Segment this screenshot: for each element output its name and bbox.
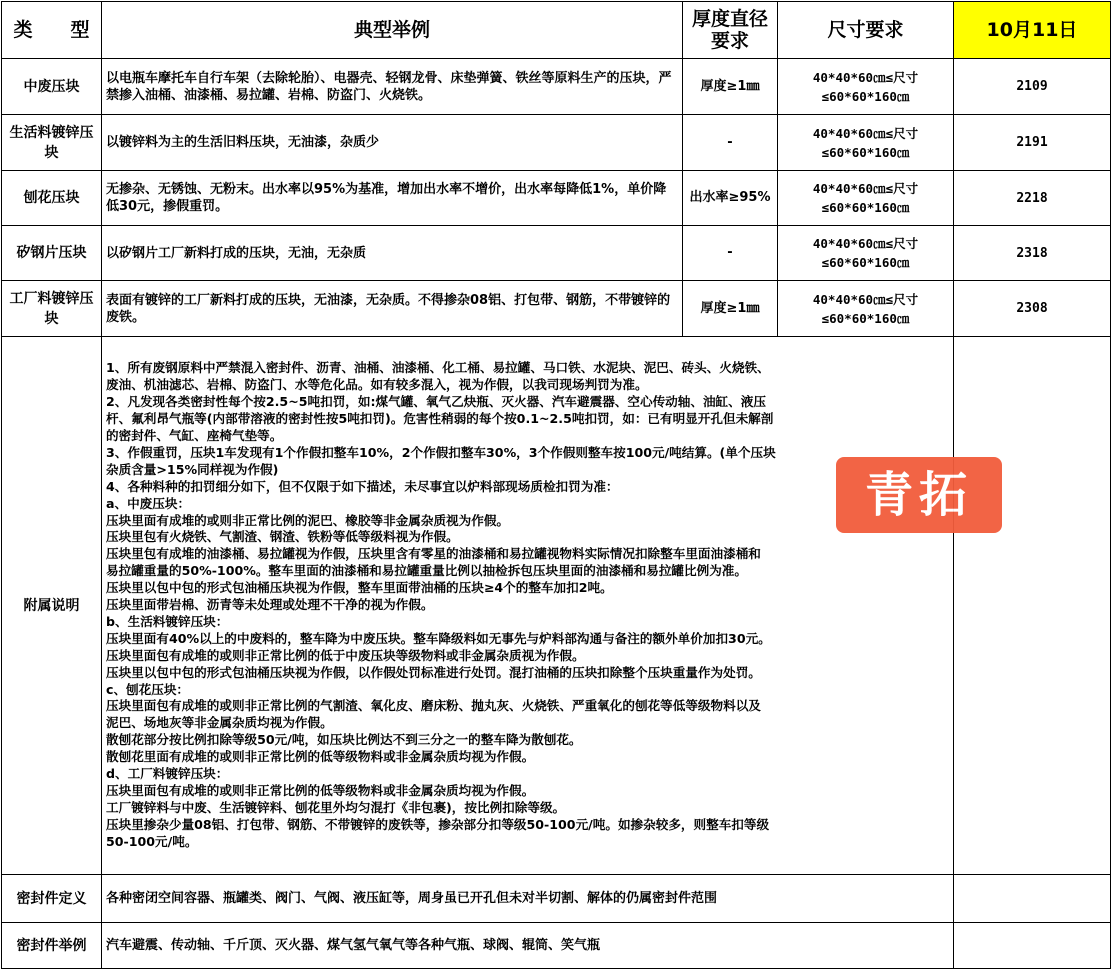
row-thickness: 厚度≥1㎜ (683, 281, 778, 337)
note-line: 杂质含量>15%同样视为作假) (106, 461, 279, 477)
header-size: 尺寸要求 (778, 2, 954, 59)
row-type: 生活料镀锌压块 (2, 115, 102, 171)
row-example: 以镀锌料为主的生活旧料压块，无油漆，杂质少 (102, 115, 683, 171)
note-line: 压块里掺杂少量08铝、打包带、钢筋、不带镀锌的废铁等，掺杂部分扣等级50-100元/吨。如掺杂较多，则整车扣等级 (106, 816, 770, 832)
row-size: 40*40*60㎝≤尺寸≤60*60*160㎝ (778, 115, 954, 171)
note-line: 压块里面包有成堆的或则非正常比例的低等级物料或非金属杂质均视为作假。 (106, 783, 535, 799)
note-line: b、生活料镀锌压块： (106, 613, 229, 629)
table-row (2, 171, 1111, 226)
seal-definition-type: 密封件定义 (2, 875, 102, 923)
note-line: a、中废压块： (106, 495, 191, 511)
table-row (2, 59, 1111, 115)
row-price: 2191 (954, 115, 1111, 171)
note-line: 杆、氟利昂气瓶等(内部带溶液的密封性按5吨扣罚)。危害性稍弱的每个按0.1~2.5吨扣罚，如：已有明显开孔但未解剖 (106, 411, 774, 427)
row-type: 刨花压块 (2, 171, 102, 226)
notes-content (102, 337, 954, 875)
note-line: 压块里以包中包的形式包油桶压块视为作假，以作假处罚标准进行处罚。混打油桶的压块扣除整个压块重量作为处罚。 (106, 664, 761, 680)
notes-price-empty (954, 337, 1111, 875)
row-example: 以电瓶车摩托车自行车架（去除轮胎）、电器壳、轻钢龙骨、床垫弹簧、铁丝等原料生产的压块，严禁掺入油桶、油漆桶、易拉罐、岩棉、防盗门、火烧铁。 (102, 59, 683, 115)
note-line: 压块里包有成堆的油漆桶、易拉罐视为作假，压块里含有零星的油漆桶和易拉罐视物料实际情况扣除整车里面油漆桶和 (106, 546, 761, 562)
notes-type: 附属说明 (2, 337, 102, 875)
row-thickness: - (683, 226, 778, 281)
seal-definition-text: 各种密闭空间容器、瓶罐类、阀门、气阀、液压缸等，周身虽已开孔但未对半切割、解体的仍属密封件范围 (102, 875, 954, 923)
note-line: 1、所有废钢原料中严禁混入密封件、沥青、油桶、油漆桶、化工桶、易拉罐、马口铁、水泥块、泥巴、砖头、火烧铁、 (106, 360, 770, 376)
row-example: 以矽钢片工厂新料打成的压块，无油，无杂质 (102, 226, 683, 281)
row-size: 40*40*60㎝≤尺寸≤60*60*160㎝ (778, 281, 954, 337)
header-thickness: 厚度直径要求 (683, 2, 778, 59)
row-thickness: - (683, 115, 778, 171)
row-price: 2318 (954, 226, 1111, 281)
table-row (2, 226, 1111, 281)
note-line: 的密封件、气缸、座椅气垫等。 (106, 427, 283, 443)
row-type: 中废压块 (2, 59, 102, 115)
notes-row (2, 337, 1111, 875)
row-example: 无掺杂、无锈蚀、无粉末。出水率以95%为基准，增加出水率不增价，出水率每降低1%，单价降低30元，掺假重罚。 (102, 171, 683, 226)
note-line: 泥巴、场地灰等非金属杂质均视为作假。 (106, 715, 333, 731)
row-size: 40*40*60㎝≤尺寸≤60*60*160㎝ (778, 171, 954, 226)
note-line: 压块里面有40%以上的中废料的，整车降为中废压块。整车降级料如无事先与炉料部沟通与备注的额外单价加扣30元。 (106, 630, 771, 646)
header-type: 类 型 (2, 2, 102, 59)
note-line: 压块里面包有成堆的或则非正常比例的低于中废压块等级物料或非金属杂质视为作假。 (106, 647, 585, 663)
row-price: 2308 (954, 281, 1111, 337)
note-line: 3、作假重罚，压块1车发现有1个作假扣整车10%，2个作假扣整车30%，3个作假则整车按100元/吨结算。(单个压块 (106, 444, 776, 460)
row-example: 表面有镀锌的工厂新料打成的压块，无油漆，无杂质。不得掺杂08铝、打包带、钢筋，不带镀锌的废铁。 (102, 281, 683, 337)
seal-definition-empty (954, 875, 1111, 923)
note-line: 易拉罐重量的50%-100%。整车里面的油漆桶和易拉罐重量比例以抽检拆包压块里面的油漆桶和易拉罐比例为准。 (106, 563, 747, 579)
row-thickness: 厚度≥1㎜ (683, 59, 778, 115)
note-line: d、工厂料镀锌压块： (106, 766, 229, 782)
row-price: 2109 (954, 59, 1111, 115)
note-line: 4、各种料种的扣罚细分如下，但不仅限于如下描述，未尽事宜以炉料部现场质检扣罚为准： (106, 478, 619, 494)
seal-examples-text: 汽车避震、传动轴、千斤顶、灭火器、煤气氢气氧气等各种气瓶、球阀、辊筒、笑气瓶 (102, 923, 954, 969)
seal-examples-row (2, 923, 1111, 969)
row-size: 40*40*60㎝≤尺寸≤60*60*160㎝ (778, 226, 954, 281)
note-line: 废油、机油滤芯、岩棉、防盗门、水等危化品。如有较多混入，视为作假，以我司现场判罚为准。 (106, 377, 648, 393)
note-line: 50-100元/吨。 (106, 833, 198, 849)
note-line: 压块里面包有成堆的或则非正常比例的气割渣、氧化皮、磨床粉、抛丸灰、火烧铁、严重氧化的刨花等低等级物料以及 (106, 698, 761, 714)
row-thickness: 出水率≥95% (683, 171, 778, 226)
table-row (2, 281, 1111, 337)
table-row (2, 115, 1111, 171)
seal-examples-empty (954, 923, 1111, 969)
header-row (2, 2, 1111, 59)
note-line: 压块里以包中包的形式包油桶压块视为作假，整车里面带油桶的压块≥4个的整车加扣2吨。 (106, 580, 613, 596)
note-line: 压块里面带岩棉、沥青等未处理或处理不干净的视为作假。 (106, 597, 434, 613)
row-size: 40*40*60㎝≤尺寸≤60*60*160㎝ (778, 59, 954, 115)
row-type: 工厂料镀锌压块 (2, 281, 102, 337)
note-line: 工厂镀锌料与中废、生活镀锌料、刨花里外均匀混打《非包裹)，按比例扣除等级。 (106, 799, 566, 815)
note-line: 压块里包有火烧铁、气割渣、钢渣、铁粉等低等级料视为作假。 (106, 529, 459, 545)
seal-definition-row (2, 875, 1111, 923)
note-line: c、刨花压块： (106, 681, 190, 697)
row-type: 矽钢片压块 (2, 226, 102, 281)
header-date: 10月11日 (954, 2, 1111, 59)
note-line: 2、凡发现各类密封性每个按2.5~5吨扣罚，如:煤气罐、氧气乙炔瓶、灭火器、汽车避震器、空心传动轴、油缸、液压 (106, 394, 766, 410)
seal-examples-type: 密封件举例 (2, 923, 102, 969)
watermark-logo: 青拓 (836, 457, 1002, 533)
note-line: 散刨花里面有成堆的或则非正常比例的低等级物料或非金属杂质均视为作假。 (106, 749, 535, 765)
row-price: 2218 (954, 171, 1111, 226)
header-example: 典型举例 (102, 2, 683, 59)
note-line: 散刨花部分按比例扣除等级50元/吨，如压块比例达不到三分之一的整车降为散刨花。 (106, 732, 582, 748)
note-line: 压块里面有成堆的或则非正常比例的泥巴、橡胶等非金属杂质视为作假。 (106, 512, 509, 528)
